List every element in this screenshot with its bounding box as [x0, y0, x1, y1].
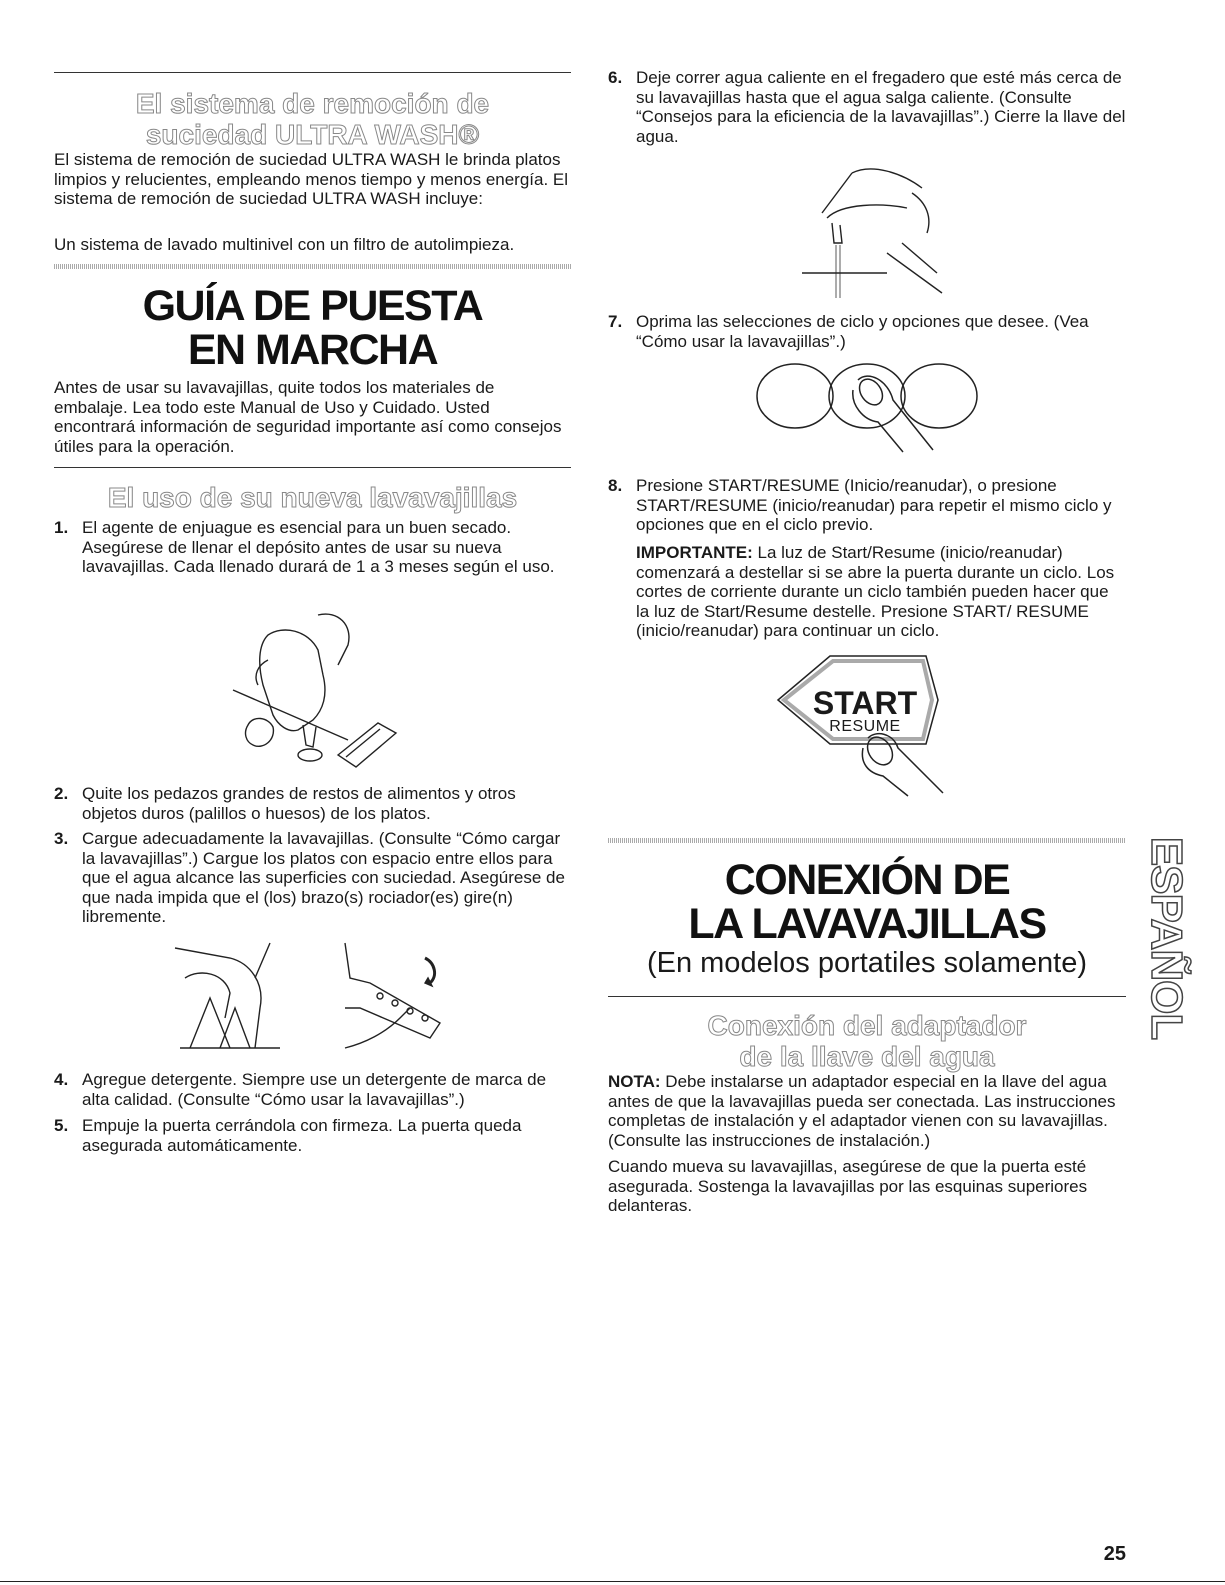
important-label: IMPORTANTE:: [636, 543, 753, 562]
use-heading: El uso de su nueva lavavajillas: [107, 482, 518, 513]
note-label: NOTA:: [608, 1072, 661, 1091]
loading-dishes-illustration: [170, 938, 460, 1054]
list-item: 3. Cargue adecuadamente la lavavajillas. (Consulte “Cómo cargar la lavavajillas”.) Cargue los platos con espacio entre ellos para que el agua alcance las superficies con suciedad. Asegúrese de que nada impida que el (los) brazo(s) rociador(es) gire(n) libremente.: [54, 829, 565, 926]
rinse-aid-illustration: [228, 605, 398, 775]
ultra-wash-heading: El sistema de remoción de suciedad ULTRA WASH®: [135, 88, 490, 150]
page-number: 25: [1103, 1543, 1126, 1565]
connection-subtitle: (En modelos portatiles solamente): [646, 947, 1088, 979]
note-paragraph: [608, 1072, 1126, 1150]
list-item: 7. Oprima las selecciones de ciclo y opciones que desee. (Vea “Cómo usar la lavavajillas”.): [608, 312, 1089, 351]
ultra-wash-paragraph-2: Un sistema de lavado multinivel con un filtro de autolimpieza.: [54, 235, 515, 254]
side-tab-label: ESPAÑOL: [1142, 836, 1191, 1040]
important-note: [636, 543, 1126, 641]
guide-intro: Antes de usar su lavavajillas, quite todos los materiales de embalaje. Lea todo este Manual de Uso y Cuidado. Usted encontrará información de seguridad importante así como consejos útiles para la operación.: [54, 378, 562, 456]
ultra-wash-paragraph: El sistema de remoción de suciedad ULTRA WASH le brinda platos limpios y relucientes, empleando menos tiempo y menos energía. El sistema de remoción de suciedad ULTRA WASH incluye:: [54, 150, 569, 208]
guide-title: GUÍA DE PUESTA EN MARCHA: [142, 282, 483, 374]
note-text: Debe instalarse un adaptador especial en la llave del agua antes de que la lavavajillas pueda ser conectada. Las instrucciones completas de instalación y el adaptador vienen con su lavavajillas. (Consulte las instrucciones de instalación.): [608, 1072, 1116, 1150]
section-divider: [54, 264, 571, 269]
resume-label: RESUME: [829, 718, 901, 735]
bottom-rule: [0, 1581, 1225, 1582]
start-label: START: [812, 685, 918, 721]
list-item: 5. Empuje la puerta cerrándola con firmeza. La puerta queda asegurada automáticamente.: [54, 1116, 522, 1155]
connection-title: CONEXIÓN DE LA LAVAVAJILLAS: [688, 856, 1046, 948]
important-text: La luz de Start/Resume (inicio/reanudar) comenzará a destellar si se abre la puerta durante un ciclo. Los cortes de corriente durante un ciclo también pueden hacer que la luz de Start/Resume destelle. Presione START/ RESUME (inicio/reanudar) para continuar un ciclo.: [636, 543, 1115, 640]
faucet-illustration: [792, 163, 952, 303]
list-item: 8. Presione START/RESUME (Inicio/reanudar), o presione START/RESUME (inicio/reanudar) para repetir el mismo ciclo y opciones que en el ciclo previo.: [608, 476, 1112, 534]
side-tab: [1137, 818, 1195, 1058]
list-item: 4. Agregue detergente. Siempre use un detergente de marca de alta calidad. (Consulte “Cómo usar la lavavajillas”.): [54, 1070, 547, 1109]
section-divider: [608, 838, 1126, 843]
moving-paragraph: Cuando mueva su lavavajillas, asegúrese de que la puerta esté asegurada. Sostenga la lavavajillas por las esquinas superiores delanteras.: [608, 1157, 1088, 1215]
adapter-heading: Conexión del adaptador de la llave del agua: [707, 1010, 1027, 1072]
list-item: 1. El agente de enjuague es esencial para un buen secado. Asegúrese de llenar el depósito antes de usar su nueva lavavajillas. Cada llenado durará de 1 a 3 meses según el uso.: [54, 518, 555, 576]
section-rule: [54, 467, 571, 468]
section-rule: [608, 996, 1126, 997]
top-rule: [54, 72, 571, 73]
list-item: 6. Deje correr agua caliente en el fregadero que esté más cerca de su lavavajillas hasta que el agua salga caliente. (Consulte “Consejos para la eficiencia de la lavavajillas”.) Cierre la llave del agua.: [608, 68, 1126, 146]
start-resume-illustration: [768, 648, 968, 798]
list-item: 2. Quite los pedazos grandes de restos de alimentos y otros objetos duros (palillos o huesos) de los platos.: [54, 784, 516, 823]
cycle-buttons-illustration: [753, 360, 983, 460]
